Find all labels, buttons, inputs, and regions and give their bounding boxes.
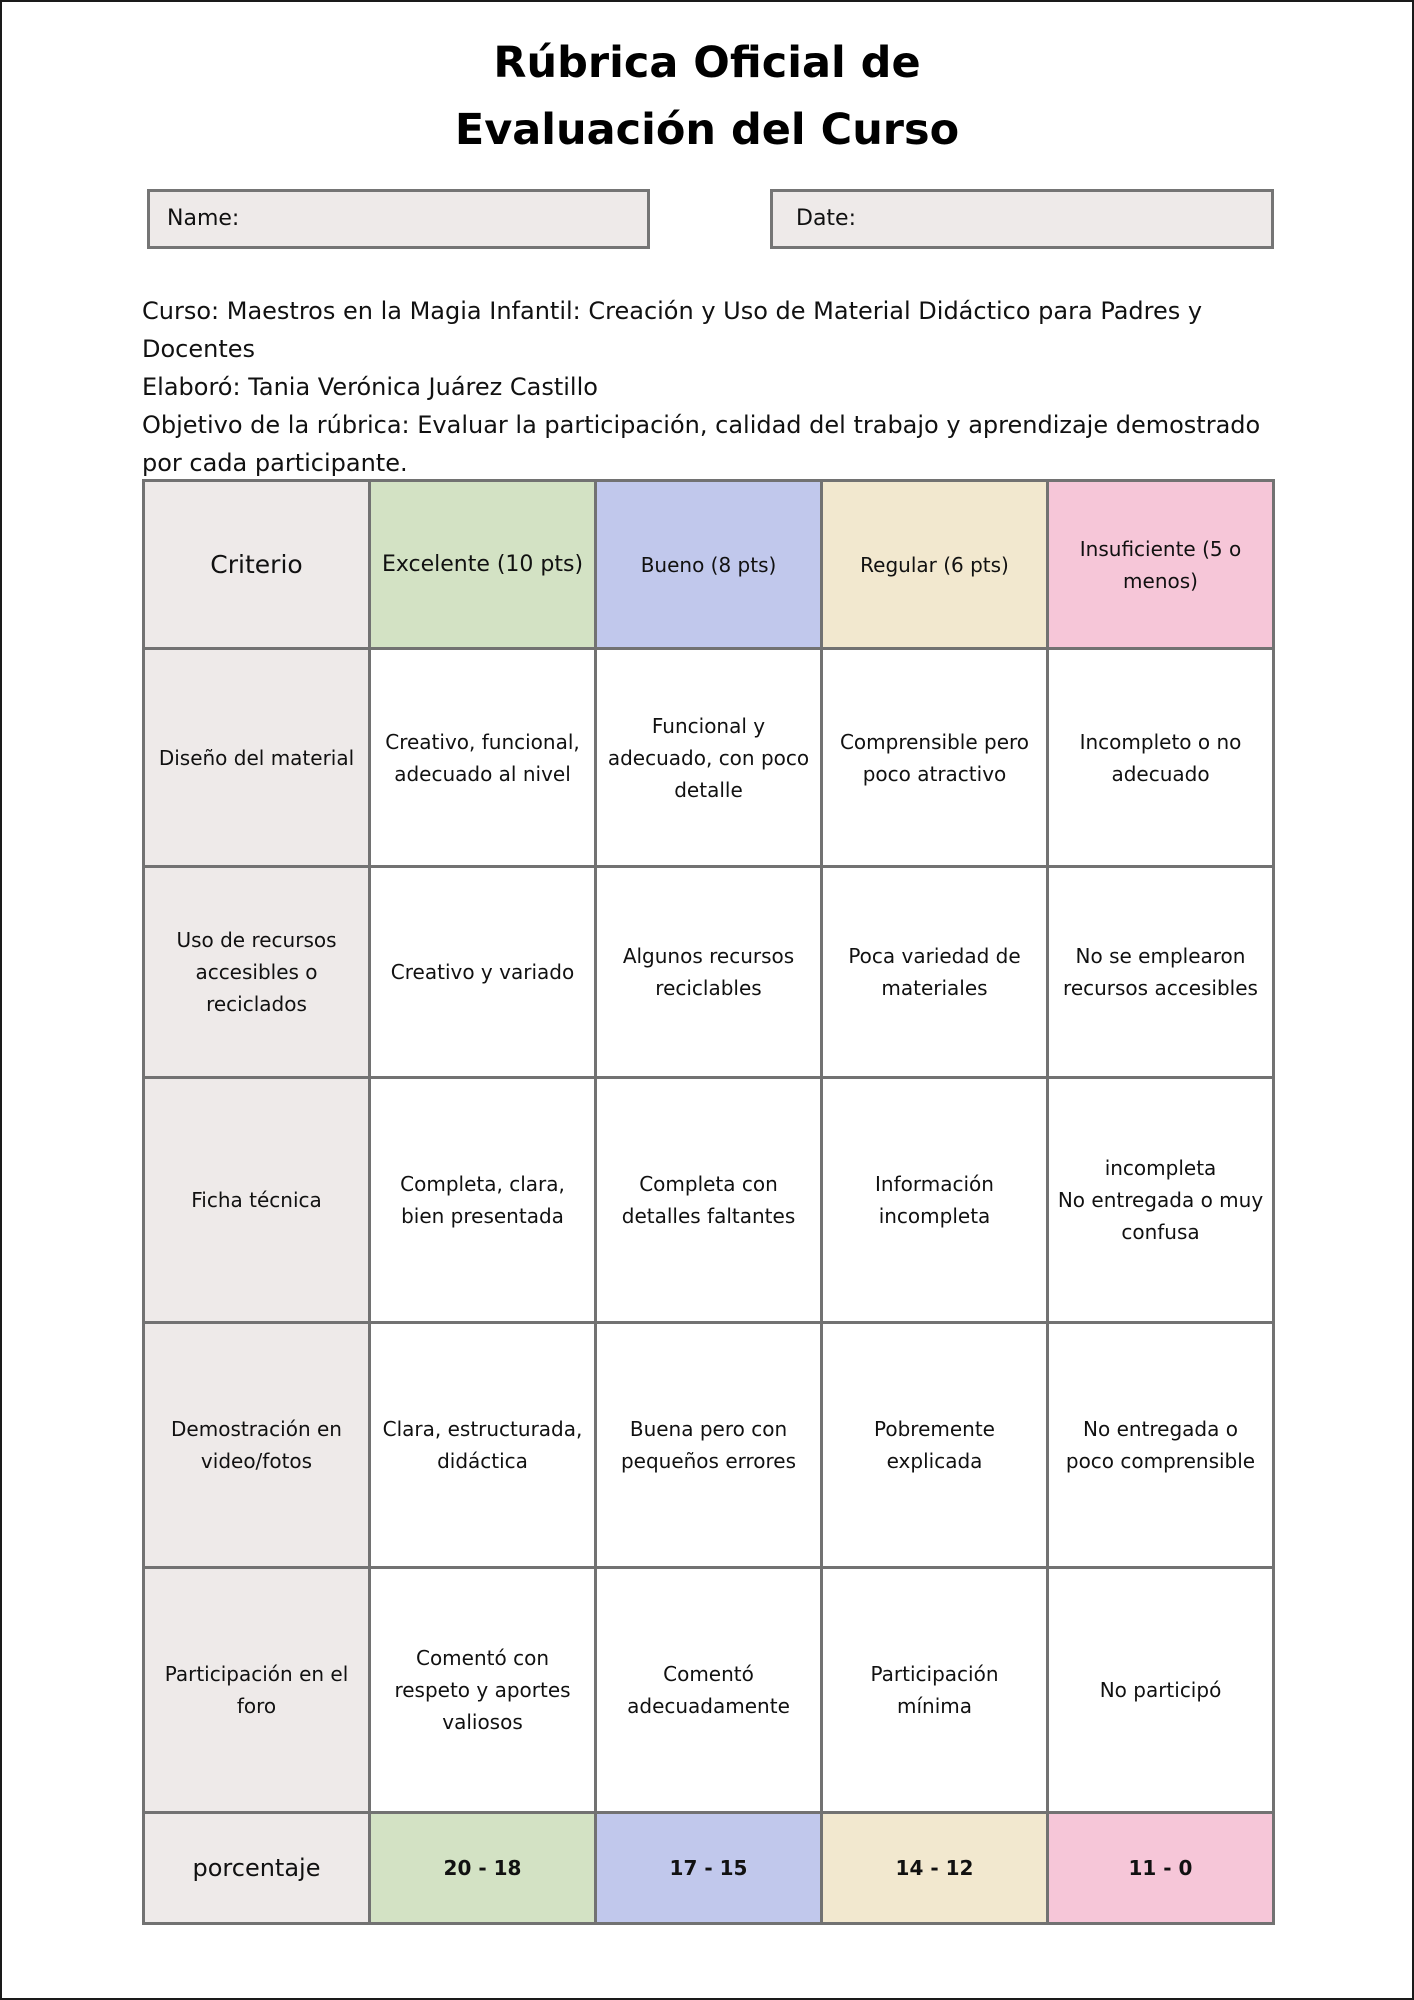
author-line: Elaboró: Tania Verónica Juárez Castillo [142, 373, 598, 401]
rubric-cell: Funcional y adecuado, con poco detalle [596, 649, 822, 867]
score-regular: 14 - 12 [822, 1813, 1048, 1924]
rubric-cell: Información incompleta [822, 1078, 1048, 1323]
course-line: Curso: Maestros en la Magia Infantil: Creación y Uso de Material Didáctico para Padres y Docentes [142, 297, 1203, 363]
score-bueno: 17 - 15 [596, 1813, 822, 1924]
rubric-cell: Algunos recursos reciclables [596, 867, 822, 1078]
rubric-cell: Incompleto o no adecuado [1048, 649, 1274, 867]
header-regular: Regular (6 pts) [822, 481, 1048, 649]
criterion-cell: Uso de recursos accesibles o reciclados [144, 867, 370, 1078]
table-row [144, 1323, 1274, 1568]
name-label: Name: [167, 206, 240, 231]
rubric-cell: No se emplearon recursos accesibles [1048, 867, 1274, 1078]
header-criterio: Criterio [144, 481, 370, 649]
rubric-cell: Comentó con respeto y aportes valiosos [370, 1568, 596, 1813]
rubric-cell: Creativo y variado [370, 867, 596, 1078]
rubric-cell: No participó [1048, 1568, 1274, 1813]
table-row [144, 867, 1274, 1078]
date-label: Date: [796, 206, 856, 231]
title-line-1: Rúbrica Oficial de [493, 38, 921, 88]
rubric-cell: incompleta No entregada o muy confusa [1048, 1078, 1274, 1323]
score-insuficiente: 11 - 0 [1048, 1813, 1274, 1924]
rubric-cell: Pobremente explicada [822, 1323, 1048, 1568]
rubric-cell: Creativo, funcional, adecuado al nivel [370, 649, 596, 867]
name-field[interactable] [147, 189, 650, 249]
score-excelente: 20 - 18 [370, 1813, 596, 1924]
score-row [144, 1813, 1274, 1924]
rubric-cell: Comentó adecuadamente [596, 1568, 822, 1813]
date-field[interactable] [770, 189, 1274, 249]
header-insuficiente: Insuficiente (5 o menos) [1048, 481, 1274, 649]
course-info [142, 292, 1282, 482]
rubric-table [142, 479, 1275, 1925]
header-excelente: Excelente (10 pts) [370, 481, 596, 649]
criterion-cell: Diseño del material [144, 649, 370, 867]
table-row [144, 1568, 1274, 1813]
objective-line: Objetivo de la rúbrica: Evaluar la participación, calidad del trabajo y aprendizaje demostrado por cada participante. [142, 411, 1261, 477]
rubric-cell: Clara, estructurada, didáctica [370, 1323, 596, 1568]
criterion-cell: Ficha técnica [144, 1078, 370, 1323]
page-title [0, 30, 1414, 164]
table-row [144, 649, 1274, 867]
criterion-cell: Demostración en video/fotos [144, 1323, 370, 1568]
rubric-cell: Completa con detalles faltantes [596, 1078, 822, 1323]
criterion-cell: Participación en el foro [144, 1568, 370, 1813]
rubric-cell: Buena pero con pequeños errores [596, 1323, 822, 1568]
rubric-cell: Comprensible pero poco atractivo [822, 649, 1048, 867]
table-row [144, 1078, 1274, 1323]
header-row [144, 481, 1274, 649]
rubric-cell: Participación mínima [822, 1568, 1048, 1813]
title-line-2: Evaluación del Curso [454, 105, 960, 155]
rubric-cell: Poca variedad de materiales [822, 867, 1048, 1078]
header-bueno: Bueno (8 pts) [596, 481, 822, 649]
score-label: porcentaje [144, 1813, 370, 1924]
rubric-cell: No entregada o poco comprensible [1048, 1323, 1274, 1568]
rubric-cell: Completa, clara, bien presentada [370, 1078, 596, 1323]
